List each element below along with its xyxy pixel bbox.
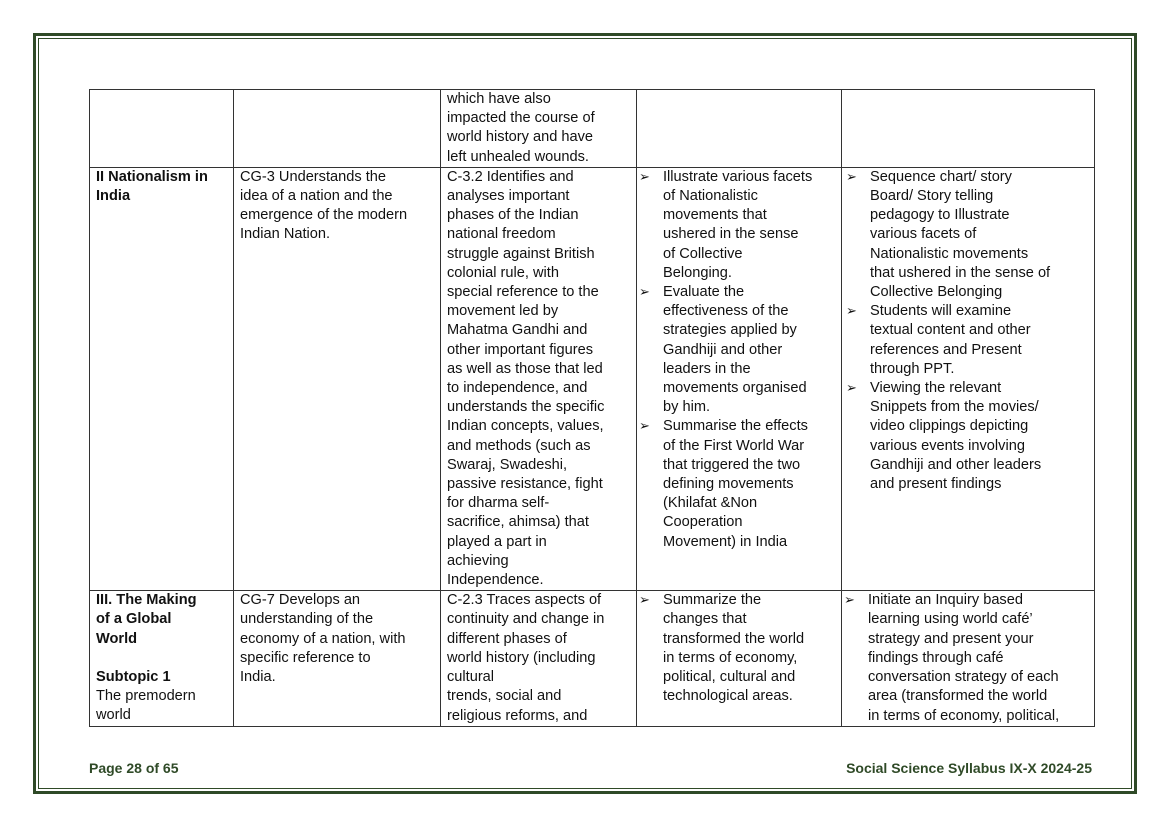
- table-row: [90, 167, 1095, 590]
- arrow-bullet-icon: ➢: [846, 381, 857, 397]
- topic-cell: [90, 591, 234, 726]
- text-line: leaders in the: [663, 360, 751, 377]
- text-line: defining movements: [663, 476, 794, 493]
- text-line: findings through café: [868, 649, 1004, 666]
- arrow-bullet-icon: ➢: [639, 169, 650, 185]
- text-line: Initiate an Inquiry based: [868, 592, 1023, 609]
- text-line: Indian Nation.: [240, 226, 331, 243]
- arrow-bullet-icon: ➢: [846, 304, 857, 320]
- text-line: conversation strategy of each: [868, 669, 1059, 686]
- text-line: trends, social and: [447, 688, 562, 705]
- text-line: as well as those that led: [447, 360, 603, 377]
- text-line: Belonging.: [663, 264, 732, 281]
- text-line: movement led by: [447, 303, 559, 320]
- text-line: India.: [240, 669, 276, 686]
- text-line: world history (including: [447, 649, 596, 666]
- text-line: Board/ Story telling: [870, 188, 994, 205]
- curricular-goal-cell: [234, 167, 441, 590]
- arrow-bullet-icon: ➢: [639, 419, 650, 435]
- text-line: Movement) in India: [663, 533, 788, 550]
- pedagogy-cell: [842, 591, 1095, 726]
- text-line: in terms of economy,: [663, 649, 798, 666]
- text-line: idea of a nation and the: [240, 188, 393, 205]
- text-line: movements that: [663, 207, 767, 224]
- competency-cell: [441, 90, 637, 168]
- text-line: specific reference to: [240, 649, 371, 666]
- text-line: that triggered the two: [663, 456, 801, 473]
- list-item: [639, 283, 835, 417]
- text-line: understanding of the: [240, 611, 374, 628]
- subtopic-label: Subtopic 1: [96, 669, 171, 686]
- text-line: passive resistance, fight: [447, 476, 603, 493]
- text-line: strategies applied by: [663, 322, 797, 339]
- text-line: CG-7 Develops an: [240, 592, 361, 609]
- list-item: [846, 302, 1088, 379]
- pedagogy-cell: [842, 167, 1095, 590]
- page-number: Page 28 of 65: [89, 760, 179, 776]
- text-line: movements organised: [663, 380, 807, 397]
- text-line: Students will examine: [870, 303, 1012, 320]
- outcomes-list: [639, 591, 835, 706]
- text-line: ushered in the sense: [663, 226, 799, 243]
- curricular-goal-cell: [234, 90, 441, 168]
- curricular-goal-cell: [234, 591, 441, 726]
- text-line: by him.: [663, 399, 711, 416]
- text-line: textual content and other: [870, 322, 1031, 339]
- table-row: [90, 591, 1095, 726]
- learning-outcomes-cell: [637, 167, 842, 590]
- text-line: to independence, and: [447, 380, 588, 397]
- text-line: of Nationalistic: [663, 188, 758, 205]
- text-line: Summarize the: [663, 592, 762, 609]
- text-line: Nationalistic movements: [870, 245, 1029, 262]
- text-line: in terms of economy, political,: [868, 707, 1060, 724]
- text-line: Sequence chart/ story: [870, 168, 1012, 185]
- text-line: C-3.2 Identifies and: [447, 168, 574, 185]
- pedagogy-cell: [842, 90, 1095, 168]
- topic-title: II Nationalism in: [96, 168, 208, 185]
- list-item: [639, 591, 835, 706]
- arrow-bullet-icon: ➢: [844, 593, 855, 609]
- text-line: learning using world café’: [868, 611, 1033, 628]
- text-line: Illustrate various facets: [663, 168, 813, 185]
- list-item: [846, 379, 1088, 494]
- text-line: (Khilafat &Non: [663, 495, 758, 512]
- competency-cell: [441, 167, 637, 590]
- list-item: [639, 417, 835, 551]
- text-line: of the First World War: [663, 437, 805, 454]
- text-line: changes that: [663, 611, 747, 628]
- text-line: Gandhiji and other leaders: [870, 456, 1042, 473]
- arrow-bullet-icon: ➢: [639, 285, 650, 301]
- text-line: struggle against British: [447, 245, 595, 262]
- outcomes-list: [639, 168, 835, 552]
- topic-title: India: [96, 188, 131, 205]
- text-line: Cooperation: [663, 514, 743, 531]
- text-line: various facets of: [870, 226, 977, 243]
- text-line: for dharma self-: [447, 495, 550, 512]
- text-line: Independence.: [447, 572, 544, 589]
- text-line: other important figures: [447, 341, 594, 358]
- text-line: C-2.3 Traces aspects of: [447, 592, 602, 609]
- text-line: Summarise the effects: [663, 418, 808, 435]
- pedagogy-list: [846, 168, 1088, 494]
- text-line: sacrifice, ahimsa) that: [447, 514, 589, 531]
- topic-cell: [90, 167, 234, 590]
- text-line: The premodern: [96, 688, 196, 705]
- learning-outcomes-cell: [637, 90, 842, 168]
- text-line: impacted the course of: [447, 110, 595, 127]
- text-line: transformed the world: [663, 630, 805, 647]
- text-line: national freedom: [447, 226, 556, 243]
- text-line: religious reforms, and: [447, 707, 588, 724]
- list-item: [844, 591, 1088, 725]
- text-line: area (transformed the world: [868, 688, 1048, 705]
- text-line: analyses important: [447, 188, 570, 205]
- list-item: [846, 168, 1088, 302]
- text-line: and methods (such as: [447, 437, 591, 454]
- arrow-bullet-icon: ➢: [639, 593, 650, 609]
- text-line: which have also: [447, 91, 551, 107]
- text-line: continuity and change in: [447, 611, 605, 628]
- text-line: video clippings depicting: [870, 418, 1029, 435]
- topic-title: III. The Making: [96, 592, 197, 609]
- topic-title: World: [96, 630, 138, 647]
- text-line: effectiveness of the: [663, 303, 789, 320]
- text-line: emergence of the modern: [240, 207, 408, 224]
- text-line: CG-3 Understands the: [240, 168, 387, 185]
- text-line: world: [96, 707, 131, 724]
- text-line: Viewing the relevant: [870, 380, 1002, 397]
- text-line: strategy and present your: [868, 630, 1034, 647]
- text-line: colonial rule, with: [447, 264, 559, 281]
- learning-outcomes-cell: [637, 591, 842, 726]
- text-line: Mahatma Gandhi and: [447, 322, 588, 339]
- topic-cell: [90, 90, 234, 168]
- text-line: different phases of: [447, 630, 567, 647]
- text-line: Snippets from the movies/: [870, 399, 1039, 416]
- text-line: Indian concepts, values,: [447, 418, 604, 435]
- text-line: understands the specific: [447, 399, 605, 416]
- text-line: various events involving: [870, 437, 1025, 454]
- text-line: left unhealed wounds.: [447, 148, 589, 165]
- competency-cell: [441, 591, 637, 726]
- text-line: cultural: [447, 669, 495, 686]
- text-line: political, cultural and: [663, 669, 796, 686]
- list-item: [639, 168, 835, 283]
- table-row: [90, 90, 1095, 168]
- syllabus-table: [89, 89, 1095, 727]
- text-line: Collective Belonging: [870, 284, 1003, 301]
- text-line: Swaraj, Swadeshi,: [447, 456, 568, 473]
- text-line: that ushered in the sense of: [870, 264, 1051, 281]
- text-line: and present findings: [870, 476, 1002, 493]
- text-line: pedagogy to Illustrate: [870, 207, 1010, 224]
- text-line: special reference to the: [447, 284, 599, 301]
- text-line: world history and have: [447, 129, 594, 146]
- text-line: achieving: [447, 552, 509, 569]
- document-title: Social Science Syllabus IX-X 2024-25: [846, 760, 1092, 776]
- text-line: references and Present: [870, 341, 1022, 358]
- topic-title: of a Global: [96, 611, 172, 628]
- pedagogy-list: [844, 591, 1088, 725]
- text-line: phases of the Indian: [447, 207, 579, 224]
- text-line: through PPT.: [870, 360, 955, 377]
- text-line: played a part in: [447, 533, 547, 550]
- text-line: Gandhiji and other: [663, 341, 783, 358]
- text-line: Evaluate the: [663, 284, 745, 301]
- text-line: technological areas.: [663, 688, 793, 705]
- text-line: of Collective: [663, 245, 743, 262]
- arrow-bullet-icon: ➢: [846, 169, 857, 185]
- text-line: economy of a nation, with: [240, 630, 406, 647]
